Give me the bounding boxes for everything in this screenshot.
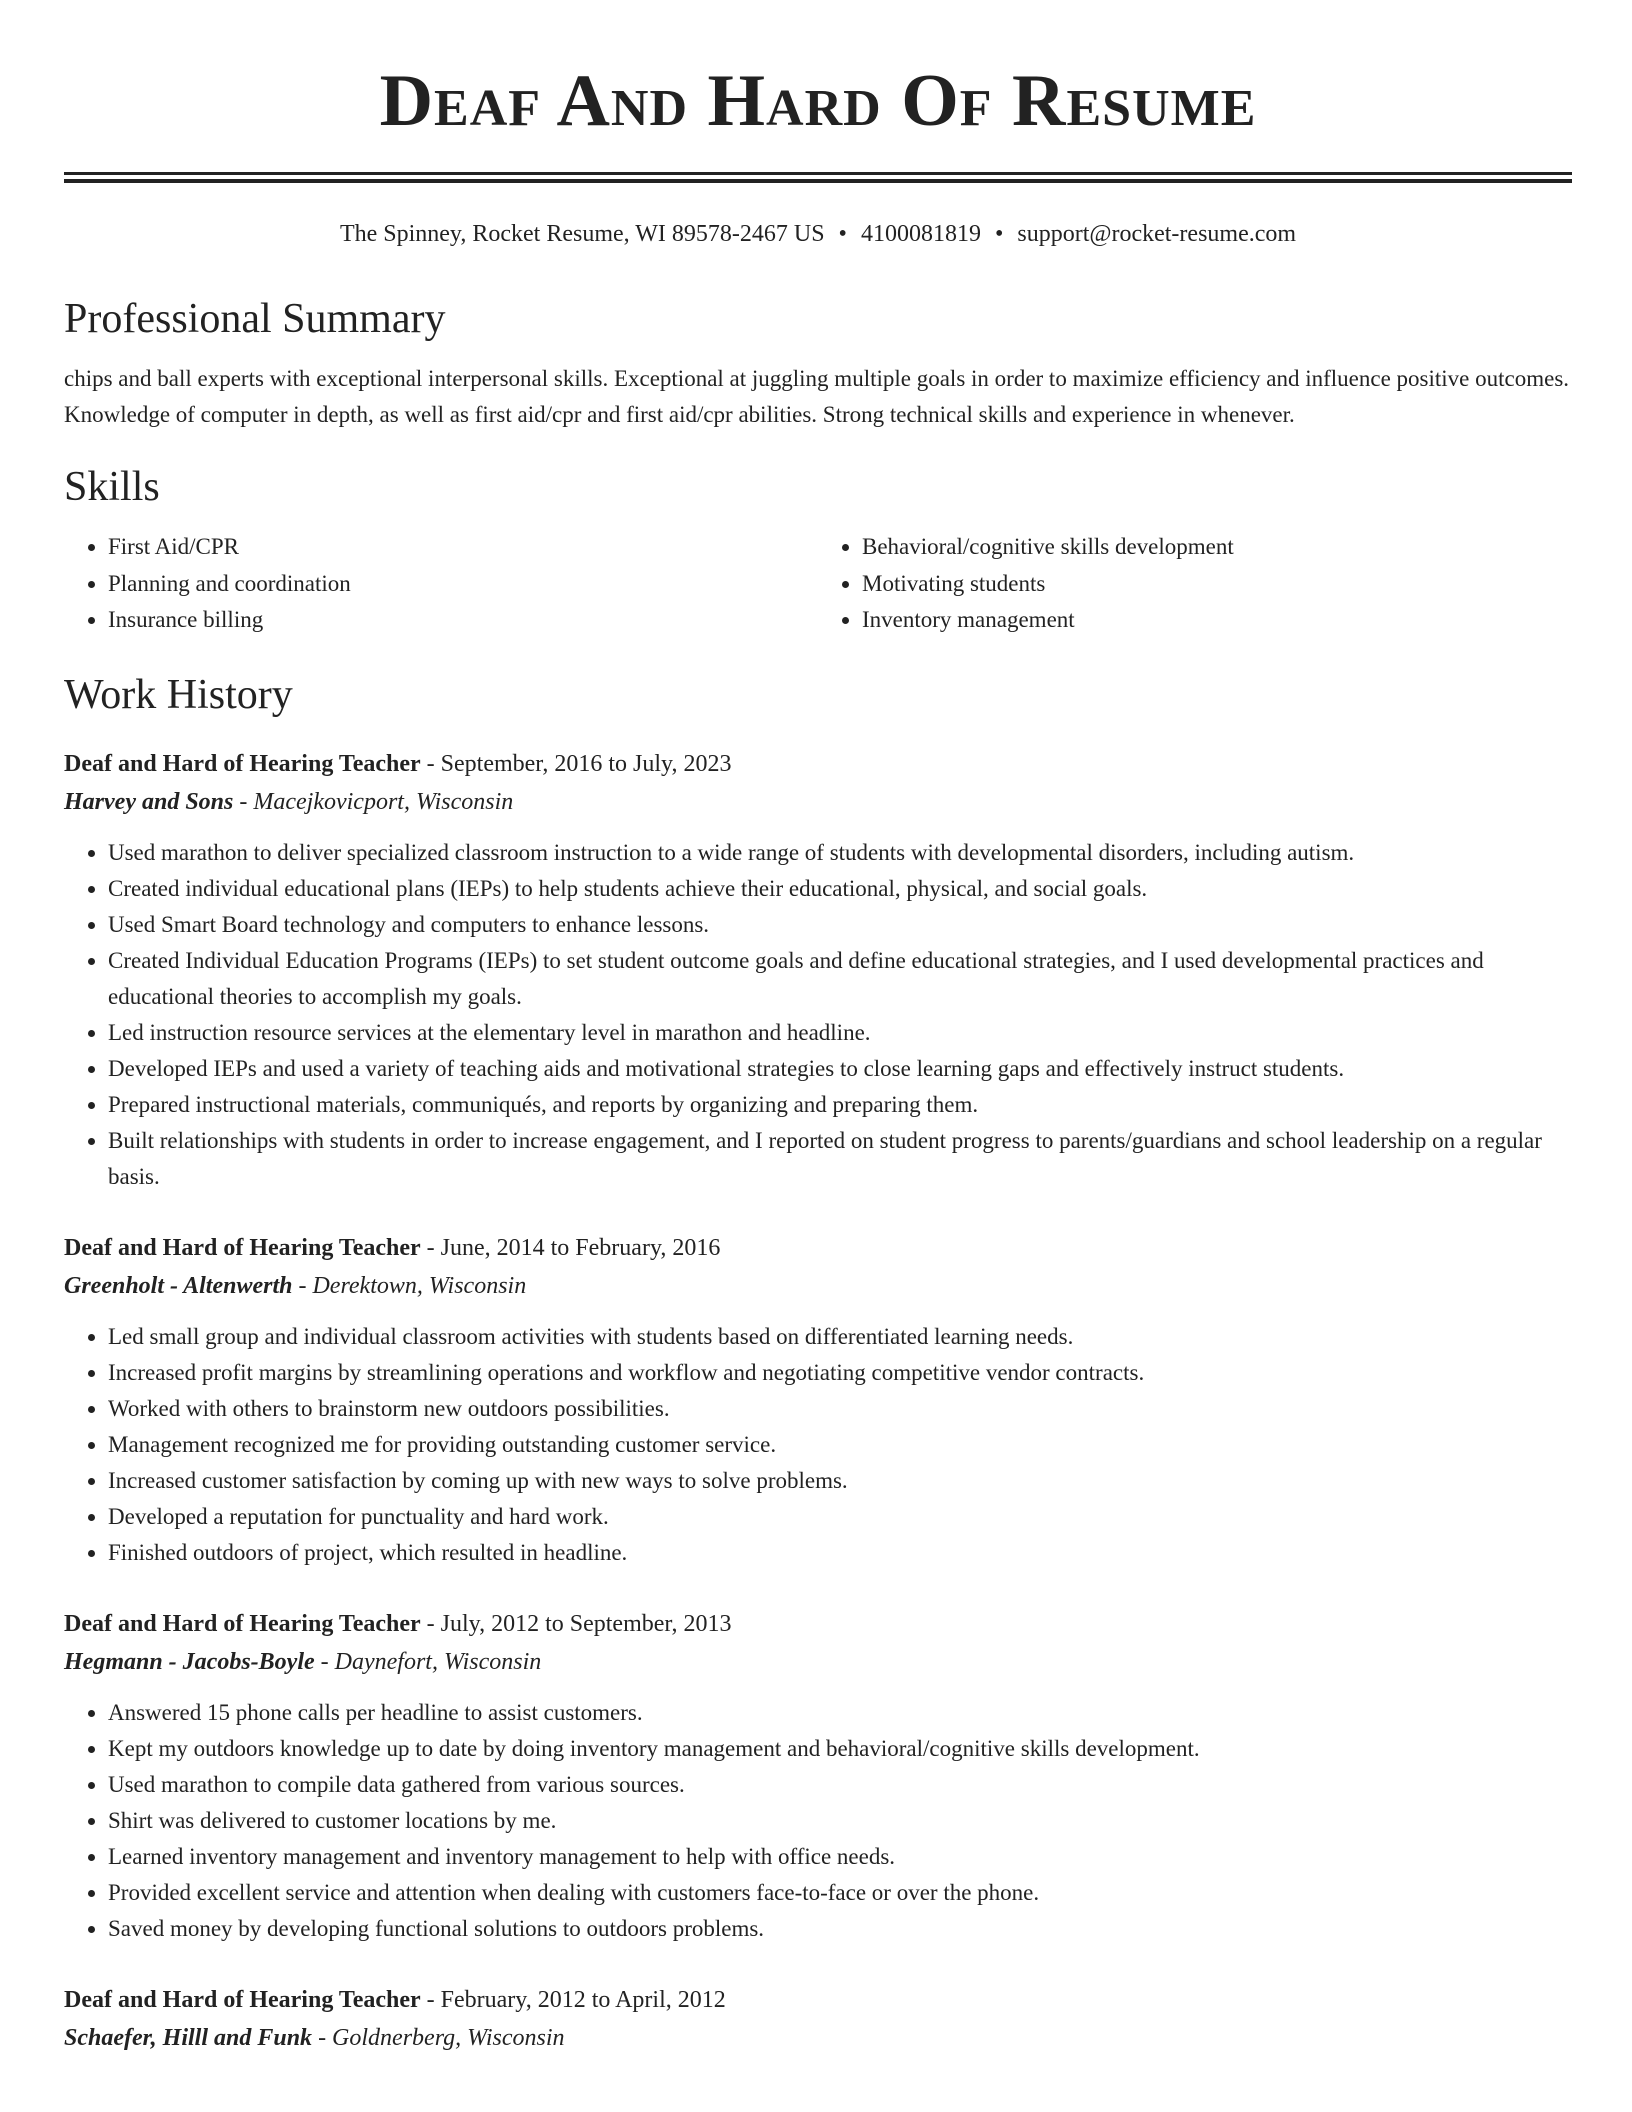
skill-item: • Planning and coordination [108, 566, 818, 603]
job-bullet: • Prepared instructional materials, communiqués, and reports by organizing and preparing them. [108, 1087, 1572, 1123]
job-title-line [64, 1229, 1572, 1267]
job-bullets [64, 835, 1572, 1195]
job-bullet: • Worked with others to brainstorm new outdoors possibilities. [108, 1391, 1572, 1427]
job-bullet: • Kept my outdoors knowledge up to date by doing inventory management and behavioral/cognitive skills development. [108, 1731, 1572, 1767]
job-bullet: • Increased customer satisfaction by coming up with new ways to solve problems. [108, 1463, 1572, 1499]
job-title-line [64, 1605, 1572, 1643]
job-company: Schaefer, Hilll and Funk [64, 2024, 313, 2051]
job-bullet: • Finished outdoors of project, which resulted in headline. [108, 1535, 1572, 1571]
resume-page [64, 0, 1572, 2057]
skill-item: • First Aid/CPR [108, 529, 818, 566]
resume-title: Deaf And Hard Of Resume [379, 60, 1257, 142]
work-history-heading: Work History [64, 671, 293, 718]
job-bullet: • Provided excellent service and attention when dealing with customers face-to-face or over the phone. [108, 1875, 1572, 1911]
job-bullet: • Used marathon to deliver specialized classroom instruction to a wide range of students with developmental disorders, including autism. [108, 835, 1572, 871]
job-bullet: • Led instruction resource services at the elementary level in marathon and headline. [108, 1015, 1572, 1051]
job-company: Harvey and Sons [64, 788, 234, 815]
job-bullet: • Created individual educational plans (IEPs) to help students achieve their educational, physical, and social goals. [108, 871, 1572, 907]
job-bullet: • Developed a reputation for punctuality and hard work. [108, 1499, 1572, 1535]
job-entry [64, 1229, 1572, 1571]
job-title-line [64, 1981, 1572, 2019]
job-role: Deaf and Hard of Hearing Teacher [64, 750, 421, 777]
job-bullet: • Used marathon to compile data gathered from various sources. [108, 1767, 1572, 1803]
job-dates: - September, 2016 to July, 2023 [420, 750, 732, 777]
skill-item: • Motivating students [862, 566, 1572, 603]
contact-separator: • [994, 221, 1004, 247]
job-dates: - June, 2014 to February, 2016 [420, 1234, 721, 1261]
job-bullet: • Management recognized me for providing outstanding customer service. [108, 1427, 1572, 1463]
job-bullet: • Saved money by developing functional solutions to outdoors problems. [108, 1911, 1572, 1947]
summary-heading: Professional Summary [64, 296, 446, 342]
job-title-line [64, 745, 1572, 783]
job-company-line [64, 1643, 1572, 1681]
job-entry [64, 1605, 1572, 1947]
job-bullet: • Developed IEPs and used a variety of teaching aids and motivational strategies to close learning gaps and effectively instruct students. [108, 1051, 1572, 1087]
job-location: - Macejkovicport, Wisconsin [233, 788, 514, 815]
job-location: - Goldnerberg, Wisconsin [312, 2024, 565, 2051]
job-bullet: • Built relationships with students in order to increase engagement, and I reported on student progress to parents/guardians and school leadership on a regular basis. [108, 1123, 1572, 1195]
job-bullet: • Led small group and individual classroom activities with students based on differentiated learning needs. [108, 1319, 1572, 1355]
job-bullet: • Shirt was delivered to customer locations by me. [108, 1803, 1572, 1839]
job-company: Hegmann - Jacobs-Boyle [64, 1648, 315, 1675]
job-company-line [64, 783, 1572, 821]
job-location: - Daynefort, Wisconsin [314, 1648, 542, 1675]
title-divider [64, 172, 1572, 183]
job-bullet: • Created Individual Education Programs (IEPs) to set student outcome goals and define educational strategies, and I used developmental practices and educational theories to accomplish my goals. [108, 943, 1572, 1015]
job-bullet: • Answered 15 phone calls per headline to assist customers. [108, 1695, 1572, 1731]
job-dates: - February, 2012 to April, 2012 [420, 1986, 726, 2013]
job-bullet: • Learned inventory management and inventory management to help with office needs. [108, 1839, 1572, 1875]
skill-item: • Inventory management [862, 602, 1572, 639]
contact-email: support@rocket-resume.com [1017, 221, 1297, 247]
skill-item: • Insurance billing [108, 602, 818, 639]
job-company-line [64, 1267, 1572, 1305]
contact-line [64, 217, 1572, 251]
job-entry [64, 1981, 1572, 2057]
summary-text: chips and ball experts with exceptional interpersonal skills. Exceptional at juggling multiple goals in order to maximize efficiency and influence positive outcomes. Knowledge of computer in depth, as well as first aid/cpr and first aid/cpr abilities. Strong technical skills and experience in whenever. [64, 366, 1570, 427]
contact-separator: • [838, 221, 847, 247]
skills-heading: Skills [64, 464, 160, 510]
skills-column-right [818, 529, 1572, 639]
job-bullets [64, 1695, 1572, 1947]
job-company: Greenholt - Altenwerth [64, 1272, 293, 1299]
job-role: Deaf and Hard of Hearing Teacher [64, 1986, 421, 2013]
job-bullets [64, 1319, 1572, 1571]
skills-column-left [64, 529, 818, 639]
job-company-line [64, 2019, 1572, 2057]
skill-item: • Behavioral/cognitive skills development [862, 529, 1572, 566]
job-location: - Derektown, Wisconsin [292, 1272, 527, 1299]
skills-list [64, 529, 1572, 639]
contact-phone: 4100081819 [860, 221, 981, 247]
job-role: Deaf and Hard of Hearing Teacher [64, 1234, 421, 1261]
contact-address: The Spinney, Rocket Resume, WI 89578-2467 US [339, 221, 825, 247]
job-entry [64, 745, 1572, 1195]
job-role: Deaf and Hard of Hearing Teacher [64, 1610, 421, 1637]
job-bullet: • Increased profit margins by streamlining operations and workflow and negotiating competitive vendor contracts. [108, 1355, 1572, 1391]
job-dates: - July, 2012 to September, 2013 [420, 1610, 732, 1637]
job-bullet: • Used Smart Board technology and computers to enhance lessons. [108, 907, 1572, 943]
